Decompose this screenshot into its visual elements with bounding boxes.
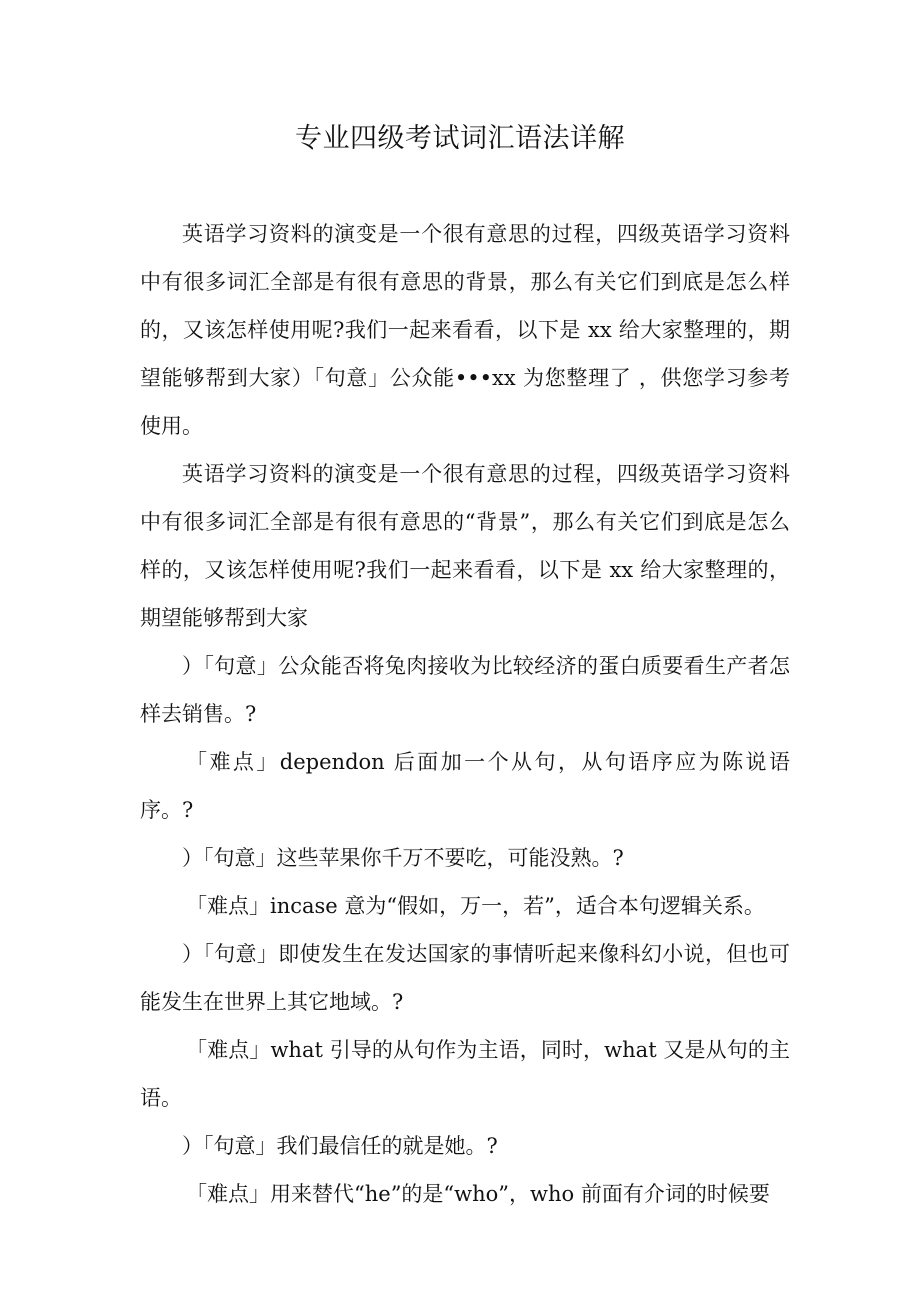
paragraph-intro-2: 英语学习资料的演变是一个很有意思的过程，四级英语学习资料中有很多词汇全部是有很有意思的“背景”，那么有关它们到底是怎么样的，又该怎样使用呢?我们一起来看看，以下是 xx 给大家整理的，期望能够帮到大家 <box>140 462 790 630</box>
paragraph-sentence-2: ）「句意」这些苹果你千万不要吃，可能没熟。? <box>182 846 624 870</box>
paragraph-sentence-4: ）「句意」我们最信任的就是她。? <box>182 1134 498 1158</box>
paragraph-difficulty-2: 「难点」incase 意为“假如，万一，若”，适合本句逻辑关系。 <box>186 894 765 918</box>
paragraph-intro-1: 英语学习资料的演变是一个很有意思的过程，四级英语学习资料中有很多词汇全部是有很有意思的背景，那么有关它们到底是怎么样的，又该怎样使用呢?我们一起来看看，以下是 xx 给大家整理的，期望能够帮到大家）「句意」公众能•••xx 为您整理了 ，供您学习参考使用。 <box>140 222 790 438</box>
paragraph-difficulty-3: 「难点」what 引导的从句作为主语，同时，what 又是从句的主语。 <box>140 1038 790 1110</box>
page-title: 专业四级考试词汇语法详解 <box>295 123 625 154</box>
paragraph-sentence-3: ）「句意」即使发生在发达国家的事情听起来像科幻小说，但也可能发生在世界上其它地域。? <box>140 942 790 1014</box>
paragraph-sentence-1: ）「句意」公众能否将兔肉接收为比较经济的蛋白质要看生产者怎样去销售。? <box>140 654 790 726</box>
document-body <box>140 210 790 1218</box>
paragraph-difficulty-1: 「难点」dependon 后面加一个从句，从句语序应为陈说语序。? <box>140 750 790 822</box>
paragraph-difficulty-4: 「难点」用来替代“he”的是“who”，who 前面有介词的时候要 <box>186 1182 770 1206</box>
